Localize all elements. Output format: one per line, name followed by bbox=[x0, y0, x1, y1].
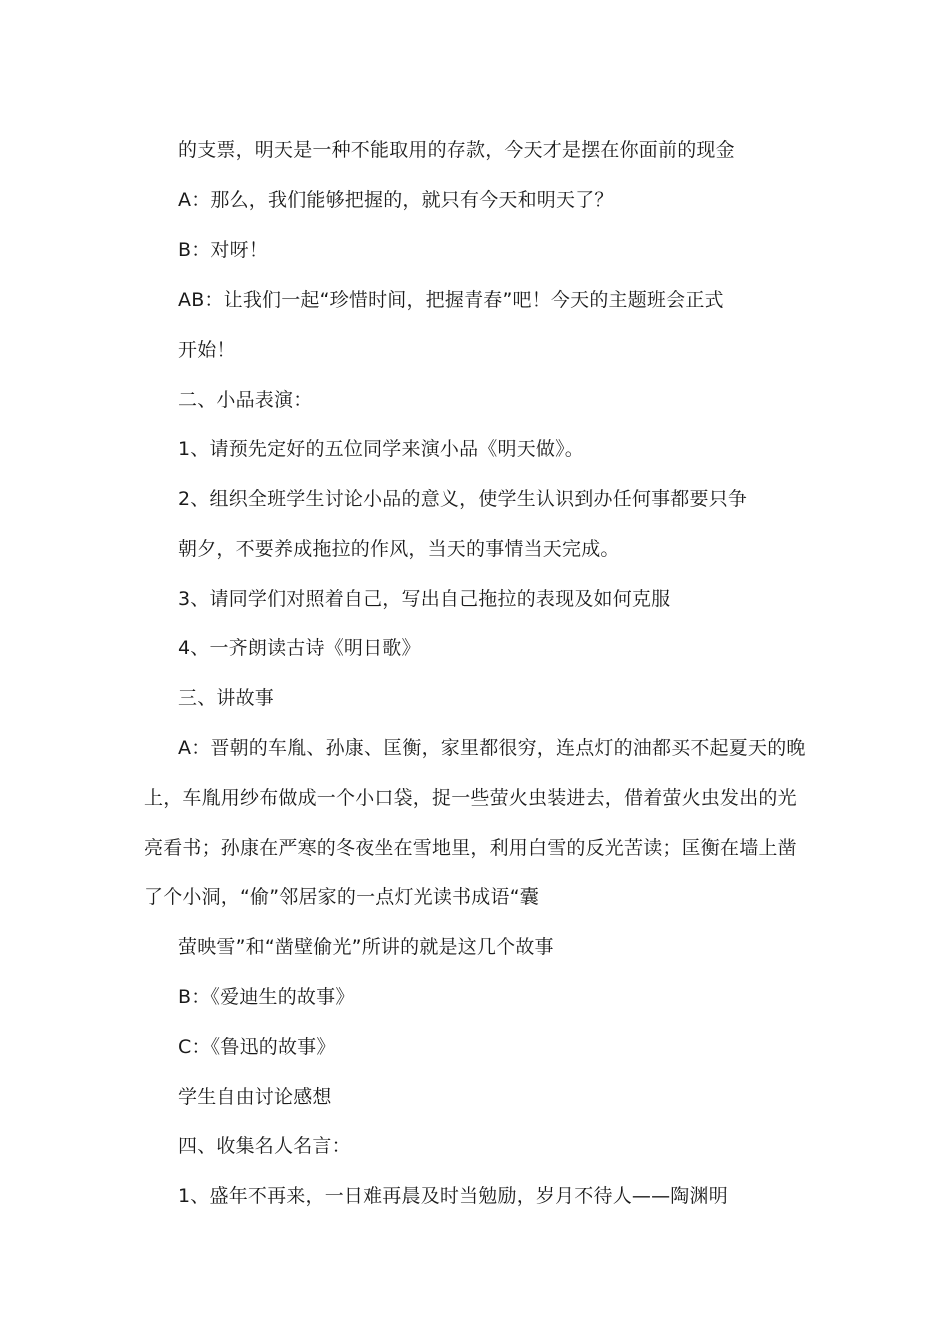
text-line: B：对呀！ bbox=[178, 239, 269, 261]
text-line: 上，车胤用纱布做成一个小口袋，捉一些萤火虫装进去，借着萤火虫发出的光 bbox=[144, 787, 797, 809]
text-line: 亮看书；孙康在严寒的冬夜坐在雪地里，利用白雪的反光苦读；匡衡在墙上凿 bbox=[144, 837, 797, 859]
text-line: 萤映雪”和“凿壁偷光”所讲的就是这几个故事 bbox=[178, 936, 554, 958]
text-line: A：那么，我们能够把握的，就只有今天和明天了？ bbox=[178, 189, 614, 211]
text-line: 的支票，明天是一种不能取用的存款，今天才是摆在你面前的现金 bbox=[178, 139, 735, 161]
text-line: C：《鲁迅的故事》 bbox=[178, 1036, 336, 1058]
text-line: 学生自由讨论感想 bbox=[178, 1086, 332, 1108]
text-line: 朝夕，不要养成拖拉的作风，当天的事情当天完成。 bbox=[178, 538, 620, 560]
text-line: 2、组织全班学生讨论小品的意义，使学生认识到办任何事都要只争 bbox=[178, 488, 748, 510]
text-line: 开始！ bbox=[178, 339, 236, 361]
text-line: 1、盛年不再来，一日难再晨及时当勉励，岁月不待人——陶渊明 bbox=[178, 1185, 728, 1207]
section-heading: 三、讲故事 bbox=[178, 687, 275, 709]
text-line: 3、请同学们对照着自己，写出自己拖拉的表现及如何克服 bbox=[178, 588, 671, 610]
text-line: 4、一齐朗读古诗《明日歌》 bbox=[178, 637, 421, 659]
section-heading: 四、收集名人名言： bbox=[178, 1135, 351, 1157]
text-line: 了个小洞，“偷”邻居家的一点灯光读书成语“囊 bbox=[144, 886, 539, 908]
text-line: B：《爱迪生的故事》 bbox=[178, 986, 355, 1008]
text-line: A：晋朝的车胤、孙康、匡衡，家里都很穷，连点灯的油都买不起夏天的晚 bbox=[178, 737, 806, 759]
text-line: AB：让我们一起“珍惜时间，把握青春”吧！今天的主题班会正式 bbox=[178, 289, 724, 311]
section-heading: 二、小品表演： bbox=[178, 389, 313, 411]
text-line: 1、请预先定好的五位同学来演小品《明天做》。 bbox=[178, 438, 584, 460]
